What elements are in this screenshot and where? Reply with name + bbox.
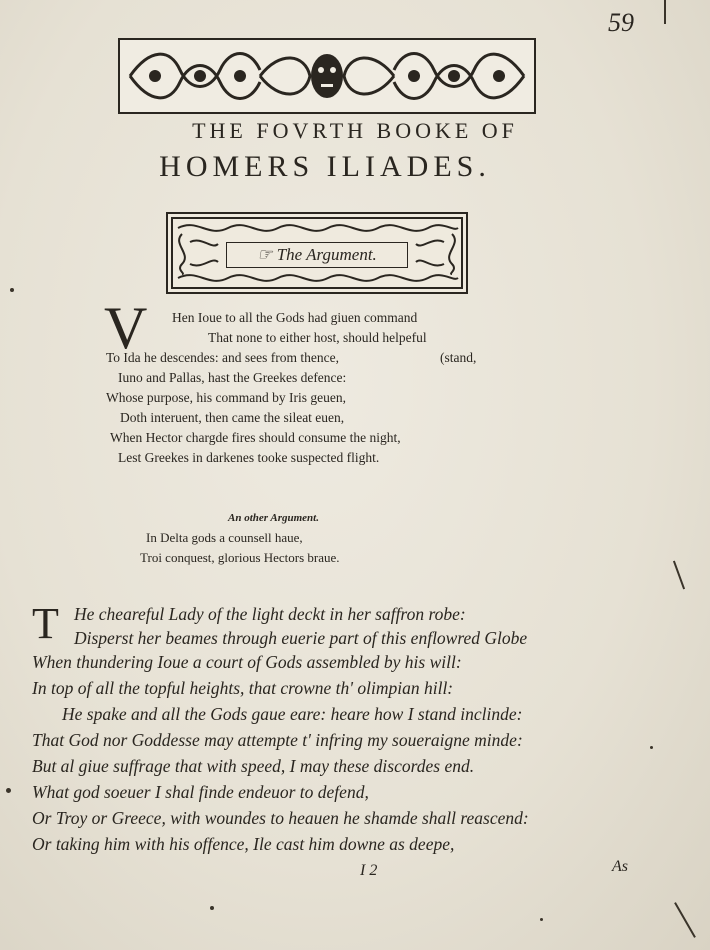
- argument-line: To Ida he descendes: and sees from thence,: [106, 350, 339, 365]
- poem-line: In top of all the topful heights, that crowne th' olimpian hill:: [32, 678, 454, 698]
- poem-line: Or taking him with his offence, Ile cast him downe as deepe,: [32, 834, 455, 854]
- poem-line: When thundering Ioue a court of Gods assembled by his will:: [32, 652, 462, 672]
- ink-speck: [540, 918, 543, 921]
- ink-speck: [6, 788, 11, 793]
- poem-line: Or Troy or Greece, with woundes to heauen he shamde shall reascend:: [32, 808, 529, 828]
- main-dropcap: T: [32, 599, 59, 648]
- other-argument-title: An other Argument.: [228, 512, 319, 524]
- page-edge-mark: [673, 561, 685, 590]
- page-edge-mark: [674, 902, 696, 938]
- argument-label: The Argument.: [276, 245, 377, 264]
- page-number: 59: [608, 8, 634, 37]
- poem-line: Disperst her beames through euerie part of this enflowred Globe: [74, 628, 528, 648]
- book-title: THE FOVRTH BOOKE OF: [192, 118, 518, 143]
- ornamental-headpiece: [118, 38, 536, 114]
- poem-line: But al giue suffrage that with speed, I may these discordes end.: [32, 756, 475, 776]
- book-subtitle: HOMERS ILIADES.: [159, 150, 491, 183]
- poem-line: He spake and all the Gods gaue eare: heare how I stand inclinde:: [62, 704, 523, 724]
- argument-line: Doth interuent, then came the sileat euen,: [120, 410, 345, 425]
- argument-line: Whose purpose, his command by Iris geuen,: [106, 390, 346, 405]
- argument-cartouche: [166, 212, 468, 294]
- ink-speck: [10, 288, 14, 292]
- argument-line: That none to either host, should helpeful: [208, 330, 427, 345]
- ink-speck: [650, 746, 653, 749]
- poem-line: That God nor Goddesse may attempte t' infring my soueraigne minde:: [32, 730, 523, 750]
- ink-speck: [210, 906, 214, 910]
- other-argument-line: Troi conquest, glorious Hectors braue.: [140, 550, 340, 565]
- argument-dropcap: V: [104, 295, 148, 361]
- argument-line: Iuno and Pallas, hast the Greekes defence:: [118, 370, 347, 385]
- argument-line: When Hector chargde fires should consume the night,: [110, 430, 401, 445]
- catchword: As: [612, 858, 628, 875]
- other-argument-line: In Delta gods a counsell haue,: [146, 530, 303, 545]
- page-edge-mark: [664, 0, 666, 24]
- poem-line: He cheareful Lady of the light deckt in her saffron robe:: [74, 604, 466, 624]
- signature-mark: I 2: [360, 862, 378, 879]
- poem-line: What god soeuer I shal finde endeuor to defend,: [32, 782, 369, 802]
- pointing-hand-icon: ☞: [257, 245, 273, 264]
- argument-line: Lest Greekes in darkenes tooke suspected flight.: [118, 450, 380, 465]
- argument-line: Hen Ioue to all the Gods had giuen command: [172, 310, 418, 325]
- argument-line: (stand,: [440, 350, 477, 365]
- argument-heading: [226, 242, 408, 268]
